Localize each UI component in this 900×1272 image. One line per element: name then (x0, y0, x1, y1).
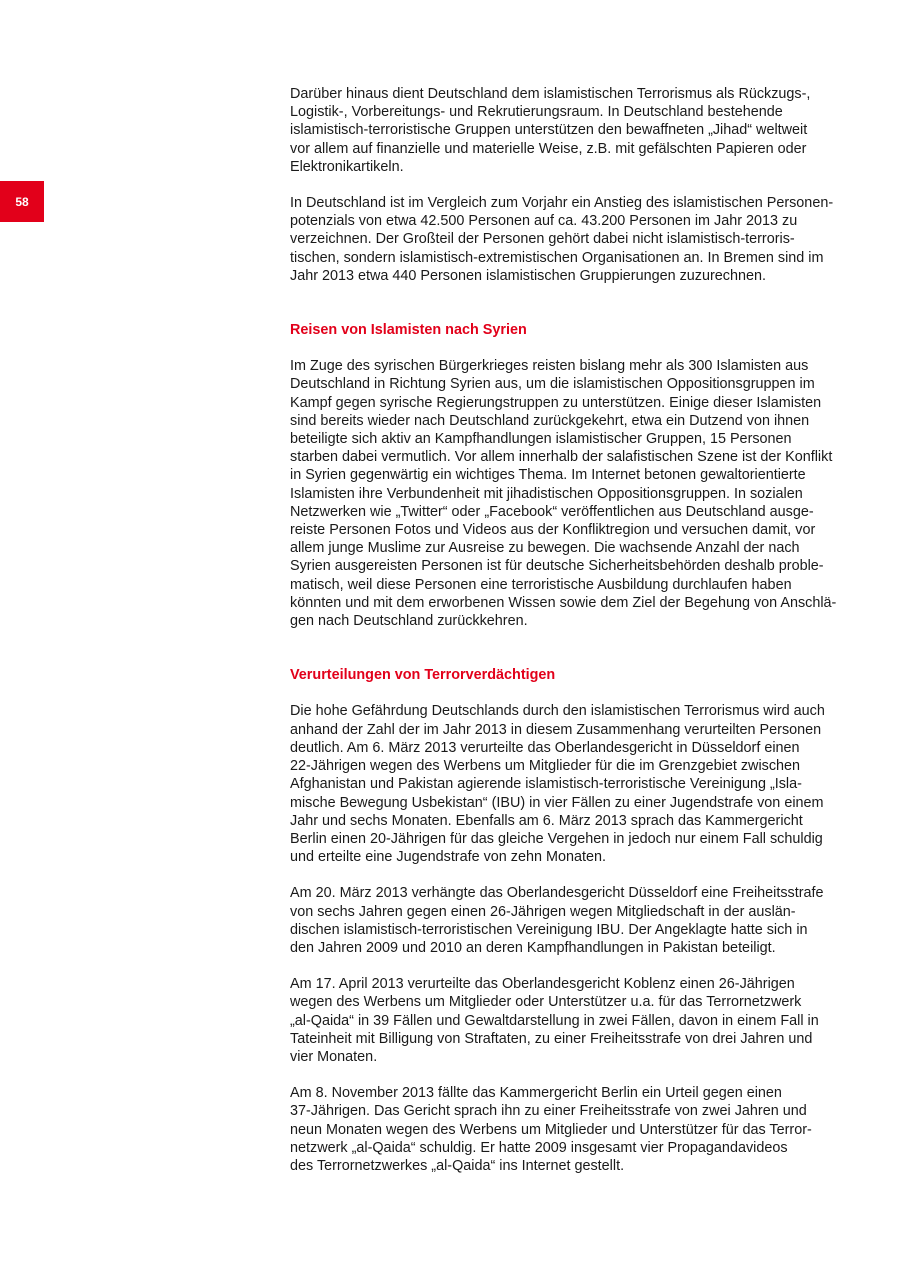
section-heading: Reisen von Islamisten nach Syrien (290, 322, 527, 339)
page-number: 58 (15, 194, 29, 209)
text-line: deutlich. Am 6. März 2013 verurteilte das Oberlandesgericht in Düsseldorf einen (290, 739, 800, 756)
text-line: Am 8. November 2013 fällte das Kammergericht Berlin ein Urteil gegen einen (290, 1085, 782, 1102)
text-line: netzwerk „al-Qaida“ schuldig. Er hatte 2009 insgesamt vier Propagandavideos (290, 1139, 788, 1156)
text-line: matisch, weil diese Personen eine terroristische Ausbildung durchlaufen haben (290, 576, 792, 593)
text-line: In Deutschland ist im Vergleich zum Vorjahr ein Anstieg des islamistischen Personen- (290, 195, 834, 212)
text-line: allem junge Muslime zur Ausreise zu bewegen. Die wachsende Anzahl der nach (290, 540, 800, 557)
paragraph (290, 85, 850, 176)
text-line: Jahr 2013 etwa 440 Personen islamistischen Gruppierungen zuzurechnen. (290, 267, 766, 284)
text-line: und erteilte eine Jugendstrafe von zehn Monaten. (290, 849, 607, 866)
text-line: Berlin einen 20-Jährigen für das gleiche Vergehen in jedoch nur einem Fall schuldig (290, 830, 823, 847)
text-line: Islamisten ihre Verbundenheit mit jihadistischen Oppositionsgruppen. In sozialen (290, 485, 803, 502)
text-line: Jahr und sechs Monaten. Ebenfalls am 6. März 2013 sprach das Kammergericht (290, 812, 803, 829)
text-line: Logistik-, Vorbereitungs- und Rekrutierungsraum. In Deutschland bestehende (290, 104, 783, 121)
text-line: vier Monaten. (290, 1048, 378, 1065)
text-line: starben dabei vermutlich. Vor allem innerhalb der salafistischen Szene ist der Konflikt (290, 449, 833, 466)
text-line: Kampf gegen syrische Regierungstruppen zu unterstützen. Einige dieser Islamisten (290, 394, 822, 411)
text-line: 37-Jährigen. Das Gericht sprach ihn zu einer Freiheitsstrafe von zwei Jahren und (290, 1103, 807, 1120)
page-number-badge (0, 181, 44, 222)
text-line: Die hohe Gefährdung Deutschlands durch den islamistischen Terrorismus wird auch (290, 703, 825, 720)
text-line: tischen, sondern islamistisch-extremistischen Organisationen an. In Bremen sind im (290, 249, 824, 266)
text-line: gen nach Deutschland zurückkehren. (290, 613, 528, 630)
text-line: neun Monaten wegen des Werbens um Mitglieder und Unterstützer für das Terror- (290, 1121, 812, 1138)
text-line: von sechs Jahren gegen einen 26-Jährigen wegen Mitgliedschaft in der auslän- (290, 903, 796, 920)
paragraph (290, 1084, 850, 1175)
text-line: in Syrien gegenwärtig ein wichtiges Thema. Im Internet betonen gewaltorientierte (290, 467, 806, 484)
section-heading: Verurteilungen von Terrorverdächtigen (290, 667, 556, 684)
text-line: Darüber hinaus dient Deutschland dem islamistischen Terrorismus als Rückzugs-, (290, 86, 811, 102)
text-line: Syrien ausgereisten Personen ist für deutsche Sicherheitsbehörden deshalb proble- (290, 558, 824, 575)
text-line: Deutschland in Richtung Syrien aus, um die islamistischen Oppositionsgruppen im (290, 376, 815, 393)
main-text (290, 85, 850, 1175)
text-line: Am 17. April 2013 verurteilte das Oberlandesgericht Koblenz einen 26-Jährigen (290, 976, 795, 993)
text-line: dischen islamistisch-terroristischen Vereinigung IBU. Der Angeklagte hatte sich in (290, 921, 808, 938)
text-line: Tateinheit mit Billigung von Straftaten, zu einer Freiheitsstrafe von drei Jahren und (290, 1030, 813, 1047)
text-line: verzeichnen. Der Großteil der Personen gehört dabei nicht islamistisch-terroris- (290, 231, 795, 248)
text-line: islamistisch-terroristische Gruppen unterstützen den bewaffneten „Jihad“ weltweit (290, 122, 808, 139)
text-line: reiste Personen Fotos und Videos aus der Konfliktregion und versuchen damit, vor (290, 522, 816, 539)
text-line: des Terrornetzwerkes „al-Qaida“ ins Internet gestellt. (290, 1157, 625, 1174)
text-line: vor allem auf finanzielle und materielle Weise, z.B. mit gefälschten Papieren oder (290, 140, 807, 157)
text-line: potenzials von etwa 42.500 Personen auf ca. 43.200 Personen im Jahr 2013 zu (290, 213, 798, 230)
text-line: 22-Jährigen wegen des Werbens um Mitglieder für die im Grenzgebiet zwischen (290, 758, 801, 775)
text-line: wegen des Werbens um Mitglieder oder Unterstützer u.a. für das Terrornetzwerk (290, 994, 802, 1011)
paragraph (290, 702, 850, 866)
text-line: Am 20. März 2013 verhängte das Oberlandesgericht Düsseldorf eine Freiheitsstrafe (290, 885, 824, 902)
text-line: mische Bewegung Usbekistan“ (IBU) in vier Fällen zu einer Jugendstrafe von einem (290, 794, 824, 811)
text-line: den Jahren 2009 und 2010 an deren Kampfhandlungen in Pakistan beteiligt. (290, 939, 776, 956)
text-line: Netzwerken wie „Twitter“ oder „Facebook“ veröffentlichen aus Deutschland ausge- (290, 503, 814, 520)
text-line: Elektronikartikeln. (290, 158, 404, 175)
text-line: Afghanistan und Pakistan agierende islamistisch-terroristische Vereinigung „Isla- (290, 776, 802, 793)
paragraph (290, 884, 850, 957)
text-line: könnten und mit dem erworbenen Wissen sowie dem Ziel der Begehung von Anschlä- (290, 594, 837, 611)
text-line: anhand der Zahl der im Jahr 2013 in diesem Zusammenhang verurteilten Personen (290, 721, 822, 738)
text-line: beteiligte sich aktiv an Kampfhandlungen islamistischer Gruppen, 15 Personen (290, 431, 792, 448)
paragraph (290, 357, 850, 630)
text-line: „al-Qaida“ in 39 Fällen und Gewaltdarstellung in zwei Fällen, davon in einem Fall in (290, 1012, 819, 1029)
paragraph (290, 194, 850, 285)
text-line: sind bereits wieder nach Deutschland zurückgekehrt, etwa ein Dutzend von ihnen (290, 412, 810, 429)
text-line: Im Zuge des syrischen Bürgerkrieges reisten bislang mehr als 300 Islamisten aus (290, 358, 809, 375)
paragraph (290, 975, 850, 1066)
